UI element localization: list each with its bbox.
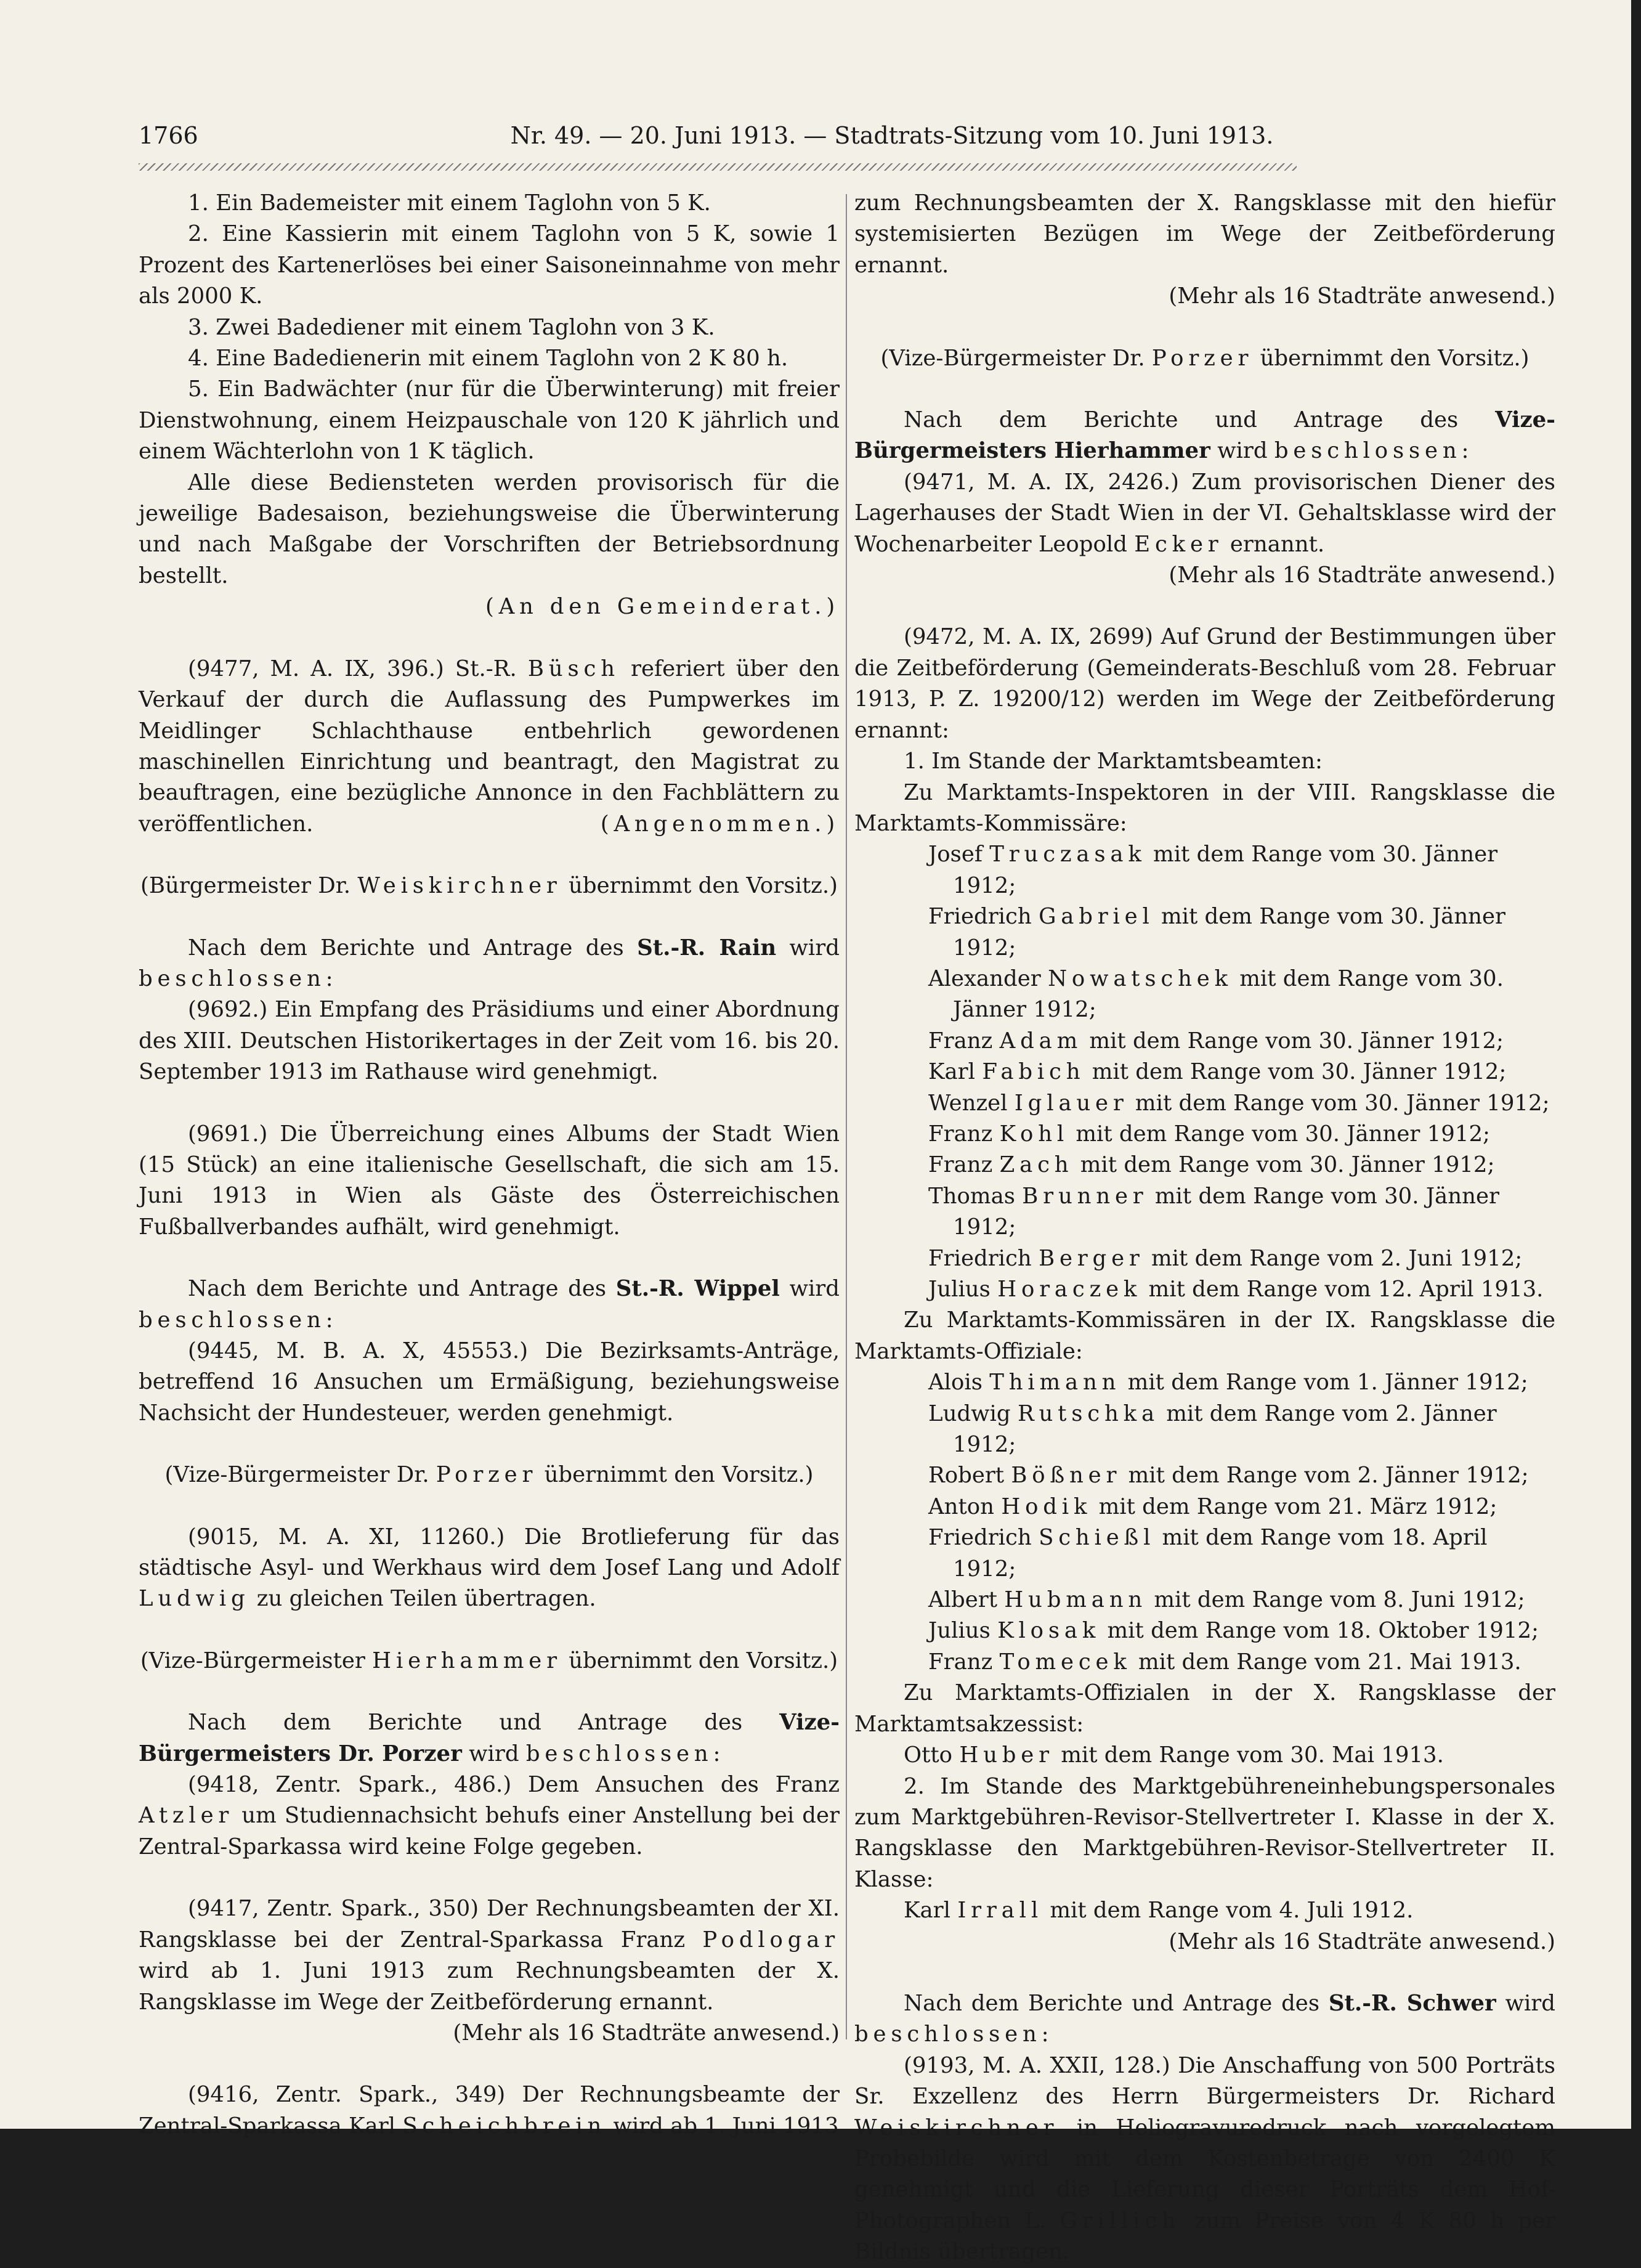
text: ernannt. (1230, 531, 1325, 557)
text: beschlossen: (139, 965, 338, 991)
person-name: Vize-Bürgermeisters Hierhammer (854, 407, 1555, 464)
paragraph: 2. Im Stande des Marktgebühreneinhebungspersonales zum Marktgebühren-Revisor-Stellvertreter I. Klasse in der X. Rangsklasse den Marktgebühren-Revisor-Stellvertreter II. Klasse: (854, 1773, 1555, 1892)
person-name: Weiskirchner (854, 2115, 1059, 2140)
paragraph: Alle diese Bediensteten werden provisorisch für die jeweilige Badesaison, beziehungsweise die Überwinterung und nach Maßgabe der Vorschriften der Betriebsordnung bestellt. (139, 469, 840, 588)
person-name: Ecker (1134, 531, 1223, 557)
text: mit dem Range vom 30. Jänner 1912; (1080, 1152, 1495, 1178)
person-name: Rutschka (1017, 1400, 1159, 1426)
text: Nach dem Berichte und Antrage des (188, 1276, 607, 1302)
first-name: Alexander (928, 965, 1041, 991)
paragraph (139, 1893, 840, 2018)
report-intro (139, 933, 840, 995)
resolution-note: (Mehr als 16 Stadträte anwesend.) (453, 2020, 840, 2046)
list-item (928, 1243, 1555, 1274)
list-item (928, 1585, 1555, 1616)
person-name: Hubmann (1004, 1587, 1148, 1613)
paragraph: (9445, M. B. A. X, 45553.) Die Bezirksamts-Anträge, betreffend 16 Ansuchen um Ermäßigung, beziehungsweise Nachsicht der Hundesteuer, werden genehmigt. (139, 1338, 840, 1426)
person-name: Bößner (1011, 1463, 1122, 1489)
text: (Vize-Bürgermeister (140, 1648, 365, 1673)
person-name: Huber (959, 1742, 1054, 1768)
left-column (139, 188, 840, 2139)
person-name: Kohl (999, 1121, 1069, 1147)
text: übernimmt den Vorsitz.) (544, 1462, 814, 1488)
right-column (854, 188, 1555, 2265)
staff-list (139, 188, 840, 219)
text: Nach dem Berichte und Antrage des (904, 1990, 1320, 2016)
text: mit dem Range vom 30. Jänner 1912; (953, 1183, 1499, 1240)
page-number: 1766 (139, 122, 198, 149)
person-name: St.-R. Schwer (1328, 1990, 1496, 2016)
first-name: Anton (928, 1494, 995, 1519)
person-name: Berger (1039, 1245, 1145, 1271)
person-name: Scheichbrein (402, 2113, 607, 2139)
person-name: Klosak (997, 1618, 1101, 1644)
text: mit dem Range vom 12. April 1913. (1148, 1277, 1544, 1302)
text: referiert über den Verkauf der durch die Auflassung des Pumpwerkes im Meidlinger Schlachthause entbehrlich gewordenen maschinellen Einrichtung und beantragt, den Magistrat zu beauftragen, eine bezügliche Annonce in den Fachblättern zu veröffentlichen. (139, 656, 840, 837)
list-item (928, 1460, 1555, 1491)
paragraph (854, 467, 1555, 560)
text: wird ab 1. Juni 1913 zum Rechnungsbeamten der X. Rangsklasse im Wege der Zeitbeförderung ernannt. (139, 1958, 840, 2015)
page-header (0, 117, 1631, 154)
person-name: Weiskirchner (357, 873, 562, 899)
person-name: Brunner (1022, 1183, 1148, 1209)
text: mit dem Range vom 30. Jänner 1912; (953, 904, 1506, 961)
paragraph (139, 654, 840, 840)
text: mit dem Range vom 30. Mai 1913. (1061, 1742, 1444, 1768)
first-name: Friedrich (928, 1525, 1032, 1551)
text: mit dem Range vom 30. Jänner 1912; (1089, 1028, 1504, 1054)
text: (Vize-Bürgermeister Dr. (164, 1462, 429, 1488)
person-name: Vize-Bürgermeisters Dr. Porzer (139, 1710, 840, 1766)
first-name: Ludwig (928, 1400, 1011, 1426)
person-name: Fabich (982, 1059, 1085, 1085)
text: mit dem Range vom 2. Jänner 1912; (953, 1400, 1497, 1458)
appointment-list (854, 839, 1555, 1305)
report-intro (854, 405, 1555, 467)
text: Nach dem Berichte und Antrage des (188, 935, 624, 961)
person-name: Hierhammer (372, 1648, 562, 1673)
paragraph: Zu Marktamts-Inspektoren in der VIII. Rangsklasse die Marktamts-Kommissäre: (854, 779, 1555, 836)
text: mit dem Range vom 18. Oktober 1912; (1107, 1618, 1539, 1644)
chair-note (139, 1646, 840, 1677)
list-item (928, 1150, 1555, 1181)
report-intro (139, 1274, 840, 1336)
paragraph (854, 2051, 1555, 2268)
list-item: 5. Ein Badwächter (nur für die Überwinterung) mit freier Dienstwohnung, einem Heizpauschale von 120 K jährlich und einem Wächterlohn von 1 K täglich. (139, 376, 840, 465)
chair-note (139, 871, 840, 901)
first-name: Julius (928, 1618, 991, 1644)
list-item (928, 1647, 1555, 1678)
first-name: Franz (928, 1028, 993, 1054)
text: wird (1505, 1990, 1555, 2016)
person-name: Büsch (527, 656, 620, 681)
first-name: Franz (928, 1152, 993, 1178)
paragraph: zum Rechnungsbeamten der X. Rangsklasse mit den hiefür systemisierten Bezügen im Wege der Zeitbeförderung ernannt. (854, 190, 1555, 278)
text: mit dem Range vom 21. Mai 1913. (1138, 1649, 1521, 1675)
text: (9416, Zentr. Spark., 349) Der Rechnungsbeamte der Zentral-Sparkassa Karl (139, 2082, 840, 2139)
person-name: Hodik (1001, 1494, 1092, 1519)
person-name: Gabriel (1039, 904, 1154, 930)
list-item (854, 1740, 1555, 1771)
text: (9471, M. A. IX, 2426.) Zum provisorischen Diener des Lagerhauses der Stadt Wien in der VI. Gehaltsklasse wird der Wochenarbeiter Leopold (854, 469, 1555, 557)
paragraph: (9692.) Ein Empfang des Präsidiums und einer Abordnung des XIII. Deutschen Historikertages in der Zeit vom 16. bis 20. September 1913 im Rathause wird genehmigt. (139, 997, 840, 1085)
text: Nach dem Berichte und Antrage des (904, 407, 1459, 433)
text: zum Preise von 4 K 80 h per Bildnis übertragen. (854, 2208, 1555, 2265)
text: wird (1217, 438, 1268, 464)
text: um Studiennachsicht behufs einer Anstellung bei der Zentral-Sparkassa wird keine Folge gegeben. (139, 1803, 840, 1860)
person-name: Nowatschek (1048, 965, 1233, 991)
first-name: Albert (928, 1587, 997, 1613)
person-name: Ludwig (139, 1586, 250, 1612)
person-name: St.-R. Rain (637, 935, 777, 961)
resolution-note: (Angenommen.) (600, 811, 840, 837)
person-name: Podlogar (702, 1927, 840, 1953)
text: mit dem Range vom 8. Juni 1912; (1154, 1587, 1525, 1613)
person-name: Thimann (989, 1370, 1121, 1396)
text: mit dem Range vom 30. Jänner 1912; (953, 965, 1504, 1023)
list-item (928, 1274, 1555, 1305)
person-name: Irrall (957, 1898, 1043, 1924)
text: übernimmt den Vorsitz.) (569, 1648, 838, 1673)
person-name: Zach (999, 1152, 1074, 1178)
text: beschlossen: (139, 1307, 338, 1333)
text: beschlossen: (1274, 438, 1474, 464)
person-name: Porzer (1151, 345, 1254, 371)
person-name: Iglauer (1014, 1090, 1128, 1116)
paragraph (139, 1522, 840, 1615)
text: in Heliogravuredruck nach vorgelegtem Probebilde wird mit dem Kostenbetrage von 2400 K genehmigt und die Lieferung dieser Porträts dem Hof-Photographen L. (854, 2115, 1555, 2233)
first-name: Thomas (928, 1183, 1015, 1209)
first-name: Otto (904, 1742, 953, 1768)
text: mit dem Range vom 21. März 1912; (1098, 1494, 1497, 1519)
text: Nach dem Berichte und Antrage des (188, 1710, 743, 1736)
person-name: Porzer (436, 1462, 538, 1488)
list-item: 3. Zwei Badediener mit einem Taglohn von 3 K. (188, 314, 715, 340)
list-item (928, 1399, 1555, 1461)
list-item (928, 1181, 1555, 1243)
list-item: 1. Ein Bademeister mit einem Taglohn von 5 K. (188, 190, 711, 216)
text: zu gleichen Teilen übertragen. (256, 1586, 596, 1612)
section-heading: 1. Im Stande der Marktamtsbeamten: (904, 749, 1323, 774)
first-name: Josef (928, 842, 983, 868)
first-name: Franz (928, 1649, 993, 1675)
person-name: St.-R. Wippel (615, 1276, 780, 1302)
list-item (928, 1492, 1555, 1522)
list-item (928, 1119, 1555, 1150)
paragraph (139, 2079, 840, 2142)
header-title: Nr. 49. — 20. Juni 1913. — Stadtrats-Sitzung vom 10. Juni 1913. (510, 122, 1274, 149)
text: mit dem Range vom 30. Jänner 1912; (1092, 1059, 1507, 1085)
paragraph: (9472, M. A. IX, 2699) Auf Grund der Bestimmungen über die Zeitbeförderung (Gemeinderats-Beschluß vom 28. Februar 1913, P. Z. 19200/12) werden im Wege der Zeitbeförderung ernannt: (854, 624, 1555, 743)
text: mit dem Range vom 30. Jänner 1912; (1135, 1090, 1550, 1116)
text: mit dem Range vom 2. Juni 1912; (1151, 1245, 1523, 1271)
person-name: Horaczek (997, 1277, 1142, 1302)
list-item: 4. Eine Badedienerin mit einem Taglohn von 2 K 80 h. (188, 346, 788, 372)
paragraph: Zu Marktamts-Offizialen in der X. Rangsklasse der Marktamtsakzessist: (854, 1680, 1555, 1737)
text: (Bürgermeister Dr. (140, 873, 351, 899)
resolution-note: (Mehr als 16 Stadträte anwesend.) (1169, 563, 1555, 588)
text: (9193, M. A. XXII, 128.) Die Anschaffung von 500 Porträts Sr. Exzellenz des Herrn Bürgermeisters Dr. Richard (854, 2052, 1555, 2110)
text: mit dem Range vom 1. Jänner 1912; (1127, 1370, 1528, 1396)
list-item (928, 839, 1555, 901)
text: (Vize-Bürgermeister Dr. (880, 345, 1145, 371)
text: beschlossen: (854, 2022, 1054, 2047)
list-item (928, 964, 1555, 1026)
text: beschlossen: (525, 1741, 726, 1766)
list-item (928, 1367, 1555, 1398)
resolution-note: (An den Gemeinderat.) (485, 594, 840, 620)
paragraph (139, 1770, 840, 1863)
first-name: Karl (904, 1898, 951, 1924)
person-name: Grillich (1060, 2208, 1181, 2233)
first-name: Friedrich (928, 904, 1032, 930)
text: mit dem Range vom 18. April 1912; (953, 1525, 1488, 1582)
text: wird (469, 1741, 519, 1766)
text: mit dem Range vom 30. Jänner 1912; (1076, 1121, 1490, 1147)
person-name: Schießl (1039, 1525, 1156, 1551)
first-name: Franz (928, 1121, 993, 1147)
first-name: Wenzel (928, 1090, 1008, 1116)
text: mit dem Range vom 2. Jänner 1912; (1128, 1463, 1529, 1489)
text: wird (789, 935, 840, 961)
list-item (928, 1522, 1555, 1585)
person-name: Atzler (139, 1803, 234, 1829)
text: mit dem Range vom 4. Juli 1912. (1050, 1898, 1414, 1924)
chair-note (854, 343, 1555, 374)
person-name: Truczasak (989, 842, 1146, 868)
text: (9418, Zentr. Spark., 486.) Dem Ansuchen des Franz (188, 1772, 840, 1798)
paragraph: Zu Marktamts-Kommissären in der IX. Rangsklasse die Marktamts-Offiziale: (854, 1307, 1555, 1364)
first-name: Karl (928, 1059, 976, 1085)
list-item (928, 1026, 1555, 1057)
chair-note (139, 1460, 840, 1490)
text: (9417, Zentr. Spark., 350) Der Rechnungsbeamten der XI. Rangsklasse bei der Zentral-Sparkassa Franz (139, 1896, 840, 1953)
first-name: Julius (928, 1277, 991, 1302)
appointment-list (854, 1367, 1555, 1678)
list-item (928, 1616, 1555, 1646)
text: übernimmt den Vorsitz.) (1260, 345, 1530, 371)
first-name: Robert (928, 1463, 1005, 1489)
list-item (928, 1057, 1555, 1087)
person-name: Adam (999, 1028, 1083, 1054)
text: wird ab 1. Juni 1913 (613, 2113, 839, 2139)
header-rule (139, 163, 1297, 171)
list-item (928, 1088, 1555, 1119)
first-name: Alois (928, 1370, 983, 1396)
person-name: Tomecek (999, 1649, 1132, 1675)
list-item (928, 901, 1555, 964)
paragraph: (9691.) Die Überreichung eines Albums der Stadt Wien (15 Stück) an eine italienische Gesellschaft, die sich am 15. Juni 1913 in Wien als Gäste des Österreichischen Fußballverbandes aufhält, wird genehmigt. (139, 1121, 840, 1240)
text: übernimmt den Vorsitz.) (569, 873, 838, 899)
text: wird (789, 1276, 840, 1302)
first-name: Friedrich (928, 1245, 1032, 1271)
text: mit dem Range vom 30. Jänner 1912; (953, 842, 1498, 898)
text: (9477, M. A. IX, 396.) St.-R. (188, 656, 517, 681)
report-intro (139, 1707, 840, 1770)
text: (9015, M. A. XI, 11260.) Die Brotlieferung für das städtische Asyl- und Werkhaus wird dem Josef Lang und Adolf (139, 1524, 840, 1581)
list-item (854, 1895, 1555, 1926)
resolution-note: (Mehr als 16 Stadträte anwesend.) (1169, 1929, 1555, 1954)
report-intro (854, 1988, 1555, 2051)
resolution-note: (Mehr als 16 Stadträte anwesend.) (1169, 283, 1555, 309)
column-divider (846, 194, 847, 2039)
list-item: 2. Eine Kassierin mit einem Taglohn von 5 K, sowie 1 Prozent des Kartenerlöses bei einer Saisoneinnahme von mehr als 2000 K. (139, 221, 840, 309)
